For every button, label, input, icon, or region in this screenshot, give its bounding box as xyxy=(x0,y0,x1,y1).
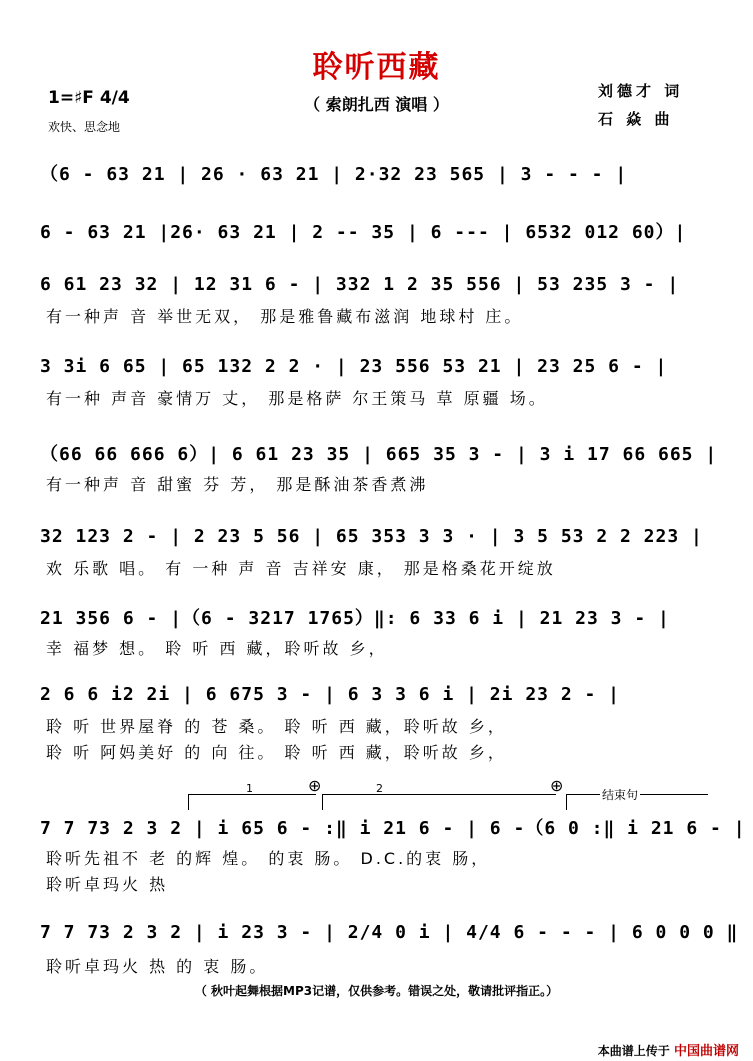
notation-row-9: 7 7 73 2 3 2 | i 65 6 - :‖ i 21 6 - | 6 -（6 0 :‖ i 21 6 - | xyxy=(40,818,746,839)
footer xyxy=(598,1040,739,1059)
tempo-mark: 欢快、思念地 xyxy=(48,120,121,134)
notation-row-4: 3 3i 6 65 | 65 132 2 2 · | 23 556 53 21 | 23 25 6 - | xyxy=(40,356,668,377)
lyric-row-4: 有一种 声音 豪情万 丈， 那是格萨 尔王策马 草 原疆 场。 xyxy=(46,389,548,408)
page-title: 聆听西藏 xyxy=(312,50,441,85)
notation-row-1: （6 - 63 21 | 26 · 63 21 | 2·32 23 565 | 3 - - - | xyxy=(40,164,628,185)
lyric-row-5: 有一种声 音 甜蜜 芬 芳， 那是酥油茶香煮沸 xyxy=(46,475,429,494)
notation-row-2: 6 - 63 21 |26· 63 21 | 2 -- 35 | 6 --- | 6532 012 60）| xyxy=(40,222,687,243)
lyric-row-3: 有一种声 音 举世无双， 那是雅鲁藏布滋润 地球村 庄。 xyxy=(46,307,524,326)
composer-credit: 石 焱 曲 xyxy=(598,110,674,128)
site-logo-text[interactable]: 中国曲谱网 xyxy=(673,1044,739,1059)
lyric-row-6: 欢 乐歌 唱。 有 一种 声 音 吉祥安 康， 那是格桑花开绽放 xyxy=(46,559,556,578)
lyric-row-9a: 聆听先祖不 老 的辉 煌。 的衷 肠。 D.C.的衷 肠， xyxy=(46,849,491,868)
notation-row-5: （66 66 666 6）| 6 61 23 35 | 665 35 3 - | 3 i 17 66 665 | xyxy=(40,444,718,465)
lyric-row-9b: 聆听卓玛火 热 xyxy=(46,875,169,894)
lyric-row-8a: 聆 听 世界屋脊 的 苍 桑。 聆 听 西 藏，聆听故 乡， xyxy=(46,717,507,736)
footer-uploaded-text: 本曲谱上传于 xyxy=(597,1044,670,1058)
lyric-row-7: 幸 福梦 想。 聆 听 西 藏，聆听故 乡， xyxy=(46,639,388,658)
notation-row-7: 21 356 6 - |（6 - 3217 1765）‖: 6 33 6 i | 21 23 3 - | xyxy=(40,608,670,629)
notation-row-3: 6 61 23 32 | 12 31 6 - | 332 1 2 35 556 | 53 235 3 - | xyxy=(40,274,680,295)
notation-row-8: 2 6 6 i2 2i | 6 675 3 - | 6 3 3 6 i | 2i 23 2 - | xyxy=(40,684,621,705)
coda-sign-1: ⊕ xyxy=(308,776,322,795)
transcription-note: （ 秋叶起舞根据MP3记谱，仅供参考。错误之处，敬请批评指正。） xyxy=(194,984,559,998)
notation-row-10: 7 7 73 2 3 2 | i 23 3 - | 2/4 0 i | 4/4 6 - - - | 6 0 0 0 ‖ xyxy=(40,922,739,943)
ending-1-marker: 1 xyxy=(246,782,253,795)
closing-phrase-label: 结束句 xyxy=(602,788,639,802)
key-signature: 1=♯F 4/4 xyxy=(48,88,130,108)
lyric-row-8b: 聆 听 阿妈美好 的 向 往。 聆 听 西 藏，聆听故 乡， xyxy=(46,743,507,762)
ending-2-marker: 2 xyxy=(376,782,383,795)
notation-row-6: 32 123 2 - | 2 23 5 56 | 65 353 3 3 · | 3 5 53 2 2 223 | xyxy=(40,526,703,547)
lyric-row-10: 聆听卓玛火 热 的 衷 肠。 xyxy=(46,957,269,976)
performer-subtitle: （ 索朗扎西 演唱 ） xyxy=(304,95,449,114)
coda-sign-2: ⊕ xyxy=(550,776,564,795)
lyricist-credit: 刘德才 词 xyxy=(598,82,684,100)
